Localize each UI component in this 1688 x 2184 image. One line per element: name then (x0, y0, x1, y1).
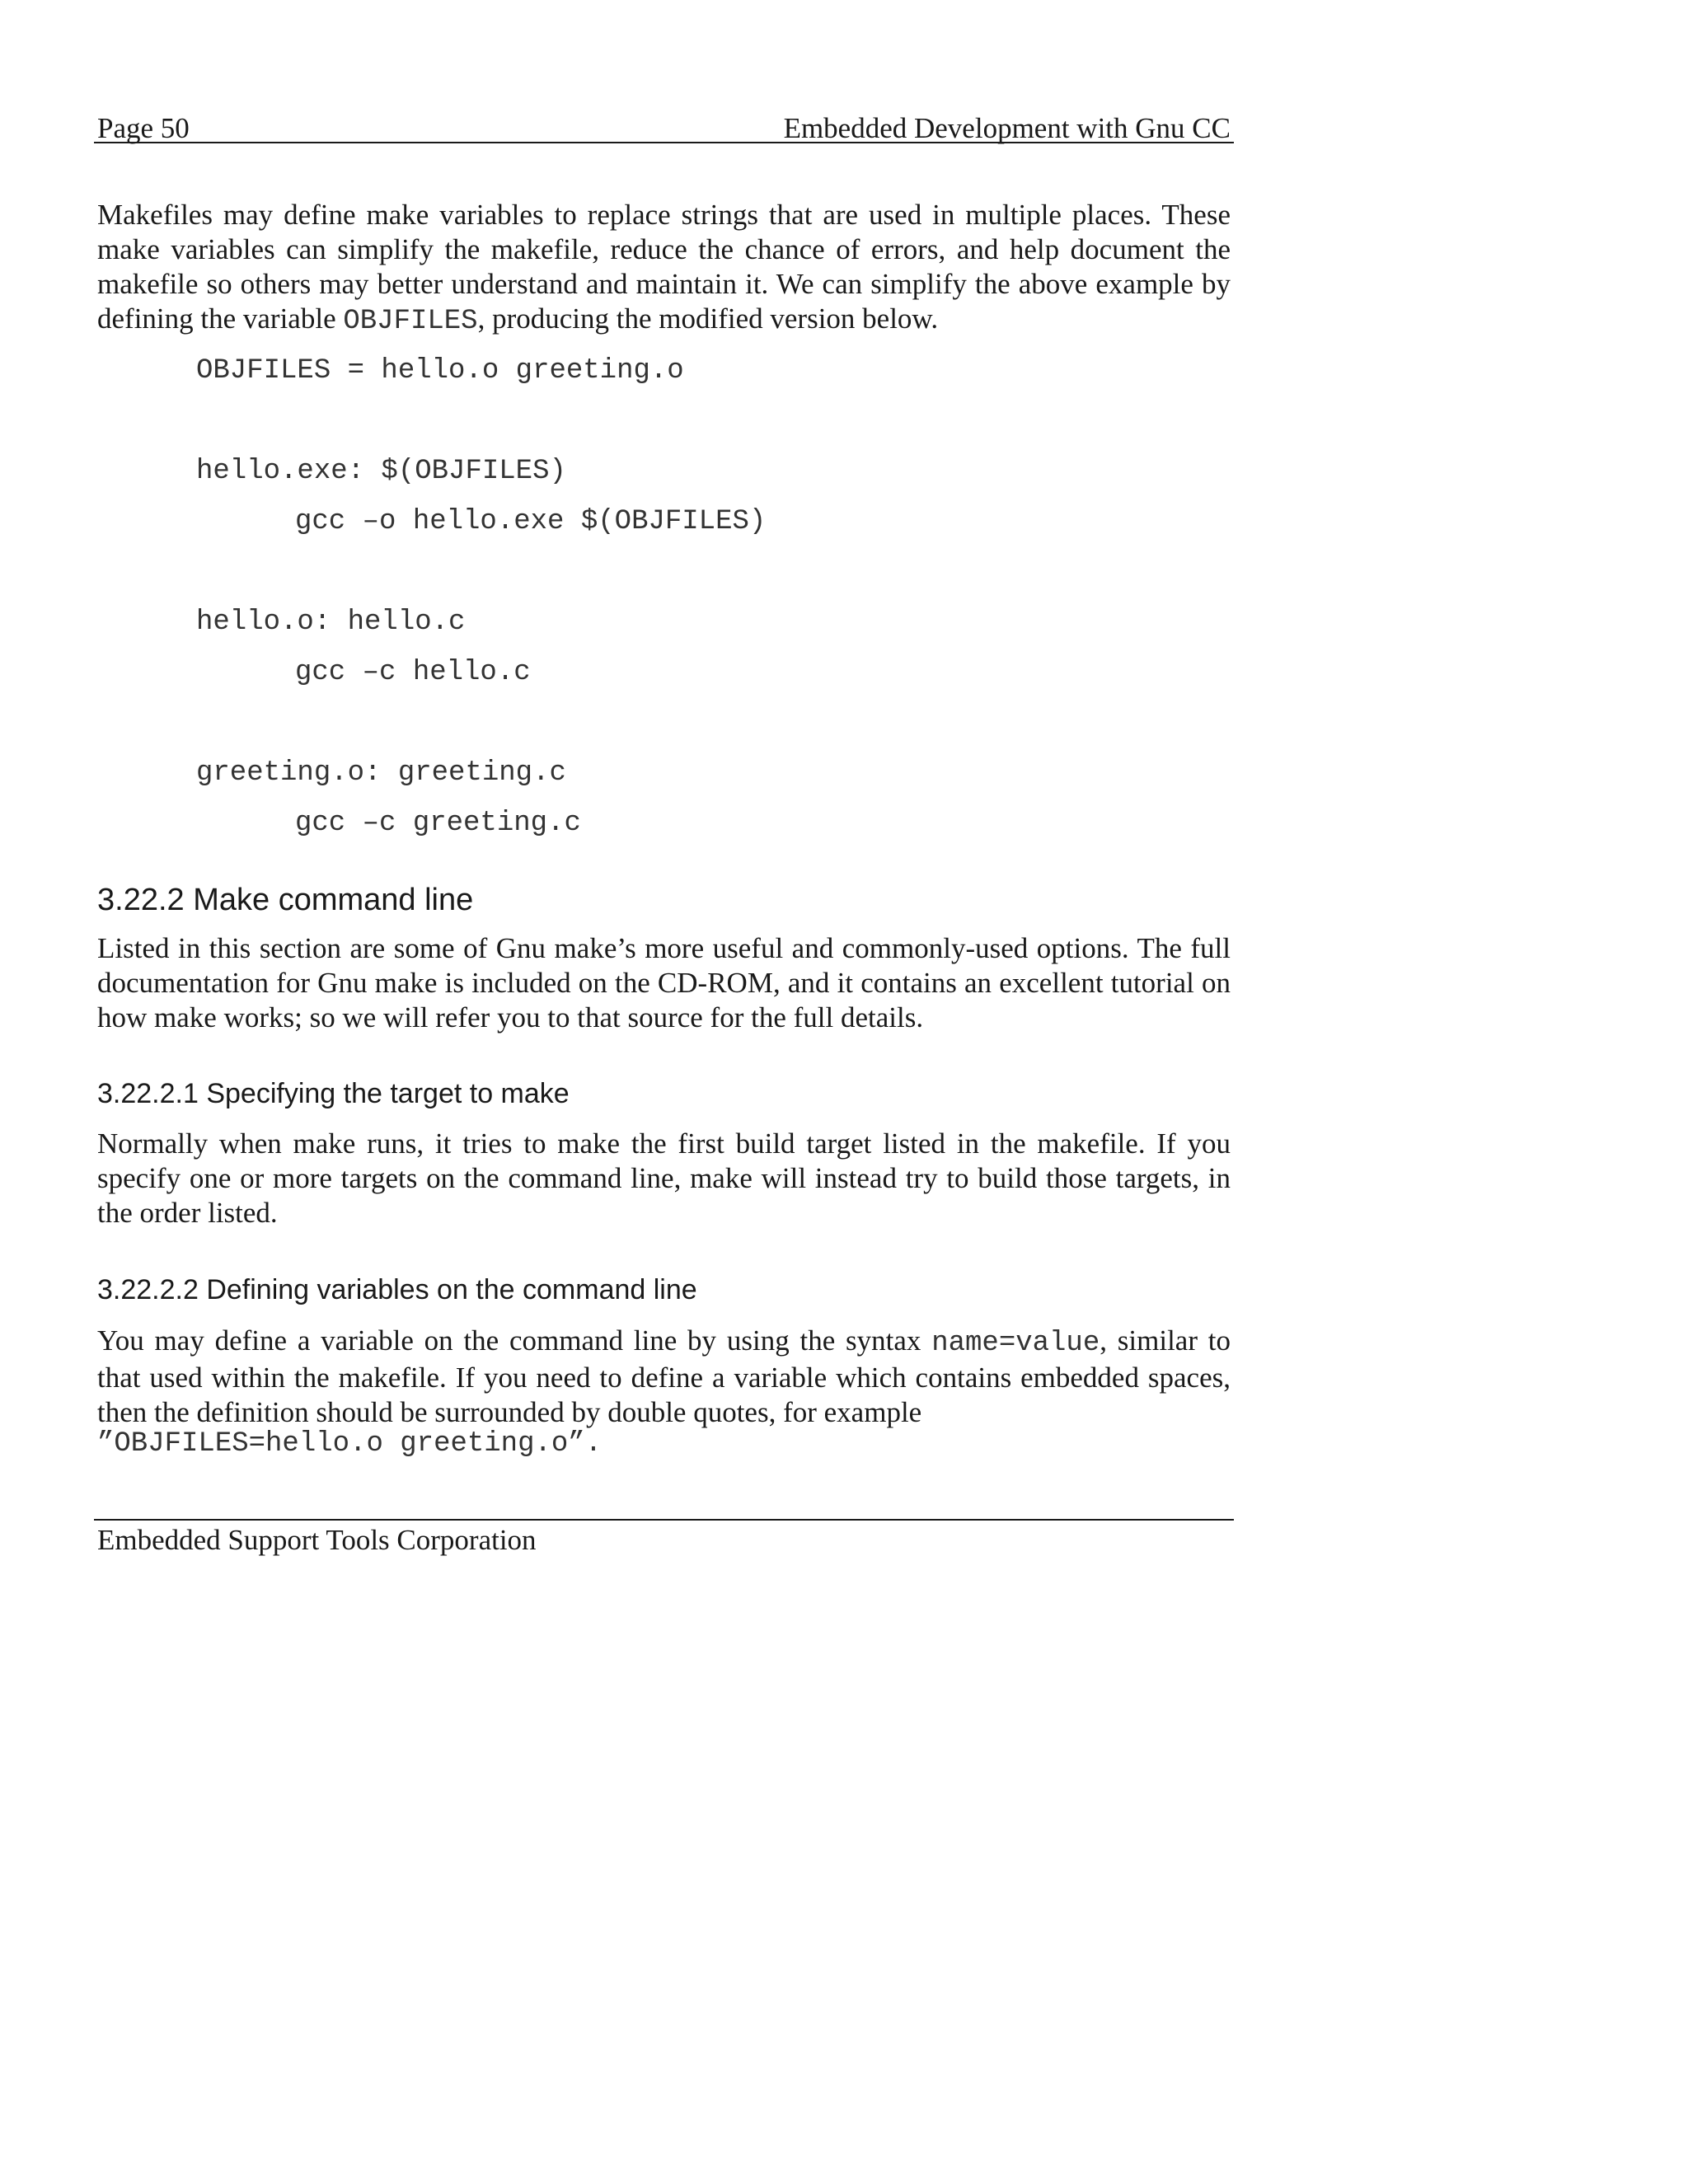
intro-text-end: , producing the modified version below. (477, 302, 939, 335)
inline-code-example: ”OBJFILES=hello.o greeting.o”. (97, 1428, 603, 1460)
code-line: OBJFILES = hello.o greeting.o (196, 355, 684, 387)
subsection-paragraph: Normally when make runs, it tries to make the first build target listed in the makefile. If you specify one or more targets on the command line, make will instead try to build those targets, in the order listed. (97, 1127, 1231, 1229)
page-header (97, 105, 1231, 145)
section-heading: 3.22.2 Make command line (97, 883, 474, 917)
intro-paragraph (97, 198, 1231, 339)
code-line: hello.exe: $(OBJFILES) (196, 456, 566, 487)
inline-code-name-value: name=value (931, 1328, 1100, 1359)
subsection-paragraph (97, 1324, 1231, 1430)
page-footer: Embedded Support Tools Corporation (97, 1524, 537, 1556)
code-line: gcc –o hello.exe $(OBJFILES) (295, 506, 767, 537)
footer-rule (94, 1519, 1234, 1521)
code-line: gcc –c greeting.c (295, 808, 581, 839)
page-number: Page 50 (97, 112, 190, 144)
code-line: gcc –c hello.c (295, 657, 531, 688)
code-line: greeting.o: greeting.c (196, 757, 566, 789)
subsection-heading: 3.22.2.1 Specifying the target to make (97, 1078, 570, 1109)
subsection-heading: 3.22.2.2 Defining variables on the command line (97, 1274, 697, 1305)
inline-code-objfiles: OBJFILES (343, 306, 478, 337)
header-rule (94, 142, 1234, 143)
book-title: Embedded Development with Gnu CC (783, 112, 1231, 144)
vars-text-middle: , similar to that used within the makefile. If you need to define a variable which contains embedded spaces, then the definition should be surrounded by double quotes, for example (97, 1324, 1231, 1428)
section-paragraph: Listed in this section are some of Gnu make’s more useful and commonly-used options. The full documentation for Gnu make is included on the CD-ROM, and it contains an excellent tutorial on how make works; so we will refer you to that source for the full details. (97, 932, 1231, 1033)
vars-text: You may define a variable on the command line by using the syntax (97, 1324, 932, 1357)
intro-text: Makefiles may define make variables to replace strings that are used in multiple places. These make variables can simplify the makefile, reduce the chance of errors, and help document the makefile so others may better understand and maintain it. We can simplify the above example by defining the variable (97, 199, 1231, 335)
code-line: hello.o: hello.c (196, 607, 466, 638)
